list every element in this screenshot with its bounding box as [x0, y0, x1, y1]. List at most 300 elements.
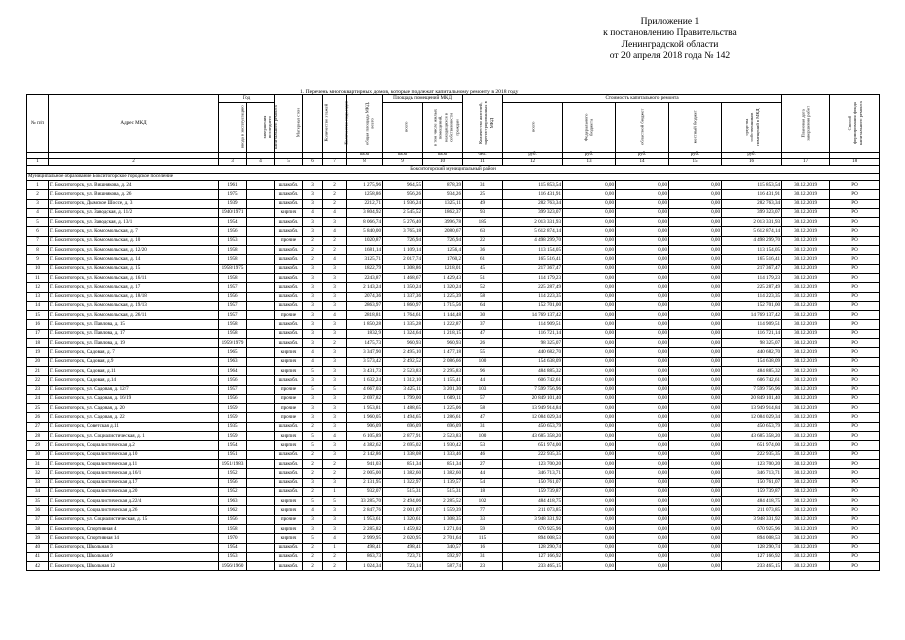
address-cell: Г. Бокситогорск, ул. Садовая, д. 16/19 [49, 394, 219, 403]
area-total-cell: 1 799,00 [383, 394, 423, 403]
address-cell: Г. Бокситогорск, Социалистическая д.17 [49, 478, 219, 487]
residents-cell: 77 [463, 506, 503, 515]
cost-local-cell: 0,00 [669, 218, 722, 227]
row-number-cell: 34 [27, 487, 49, 496]
floors-cell: 5 [303, 534, 323, 543]
planned-date-cell: 30.12.2019 [782, 413, 830, 422]
year-commission-cell: 1962 [219, 506, 247, 515]
entrances-cell: 4 [323, 534, 347, 543]
fund-method-cell: РО [830, 441, 880, 450]
year-last-repair-cell [247, 404, 275, 413]
wall-material-cell: шлакобл. [275, 264, 303, 273]
year-commission-cell: 1958 [219, 246, 247, 255]
cost-total-cell: 225 287,49 [503, 283, 563, 292]
residents-cell: 53 [463, 441, 503, 450]
wall-material-cell: прочие [275, 515, 303, 524]
total-area-cell: 906,09 [347, 422, 383, 431]
row-number-cell: 24 [27, 394, 49, 403]
fund-method-cell: РО [830, 524, 880, 533]
year-last-repair-cell [247, 357, 275, 366]
cost-total-cell: 5 612 874,14 [503, 227, 563, 236]
address-cell: Г. Бокситогорск, ул. Комсомольская, д. 7 [49, 227, 219, 236]
cost-regional-cell: 0,00 [616, 255, 669, 264]
cost-federal-cell: 0,00 [563, 534, 616, 543]
cost-regional-cell: 0,00 [616, 366, 669, 375]
column-number-cell: 15 [669, 159, 722, 166]
planned-date-cell: 30.12.2019 [782, 524, 830, 533]
cost-total-cell: 13 949 914,84 [503, 404, 563, 413]
planned-date-cell: 30.12.2019 [782, 376, 830, 385]
year-commission-cell: 1958 [219, 255, 247, 264]
cost-local-cell: 0,00 [669, 478, 722, 487]
year-last-repair-cell [247, 432, 275, 441]
address-cell: Г. Бокситогорск, Садовая, д.9 [49, 357, 219, 366]
cost-owners-cell: 484 885,32 [722, 366, 782, 375]
wall-material-cell: кирпич [275, 441, 303, 450]
unit-cell: руб. [616, 153, 669, 159]
area-total-cell: 1 335,28 [383, 320, 423, 329]
column-number-cell: 14 [616, 159, 669, 166]
area-residential-cell: 1 139,57 [423, 478, 463, 487]
area-total-cell: 723,71 [383, 552, 423, 561]
cost-federal-cell: 0,00 [563, 487, 616, 496]
year-commission-cell: 1958/1975 [219, 264, 247, 273]
year-last-repair-cell [247, 255, 275, 264]
year-last-repair-cell [247, 394, 275, 403]
total-area-cell: 2 143,24 [347, 283, 383, 292]
entrances-cell: 3 [323, 506, 347, 515]
floors-cell: 5 [303, 497, 323, 506]
residents-cell: 31 [463, 181, 503, 190]
floors-cell: 3 [303, 181, 323, 190]
area-residential-cell: 1218,01 [423, 264, 463, 273]
cost-owners-cell: 670 925,96 [722, 524, 782, 533]
cost-total-cell: 2 013 331,93 [503, 218, 563, 227]
residents-cell: 45 [463, 264, 503, 273]
address-cell: Г. Бокситогорск, Школьная 12 [49, 562, 219, 571]
cost-total-cell: 123 700,20 [503, 459, 563, 468]
cost-local-cell: 0,00 [669, 255, 722, 264]
fund-method-cell: РО [830, 543, 880, 552]
year-last-repair-cell [247, 441, 275, 450]
floors-cell: 3 [303, 404, 323, 413]
cost-owners-cell: 98 325,07 [722, 339, 782, 348]
floors-cell: 3 [303, 524, 323, 533]
wall-material-cell: кирпич [275, 506, 303, 515]
wall-material-cell: кирпич [275, 497, 303, 506]
table-row [27, 422, 880, 431]
floors-cell: 3 [303, 218, 323, 227]
area-total-cell: 2 523,83 [383, 366, 423, 375]
total-area-cell: 863,73 [347, 552, 383, 561]
entrances-cell: 3 [323, 524, 347, 533]
entrances-cell: 3 [323, 441, 347, 450]
cost-local-cell: 0,00 [669, 208, 722, 217]
wall-material-cell: шлакобл. [275, 218, 303, 227]
area-total-cell: 2 545,52 [383, 208, 423, 217]
area-residential-cell: 587,74 [423, 562, 463, 571]
year-last-repair-cell [247, 413, 275, 422]
wall-material-cell: шлакобл. [275, 301, 303, 310]
cost-owners-cell: 150 761,07 [722, 478, 782, 487]
entrances-cell: 3 [323, 320, 347, 329]
row-number-cell: 19 [27, 348, 49, 357]
header-wall-material: Материал стен [275, 95, 303, 153]
year-last-repair-cell [247, 478, 275, 487]
year-last-repair-cell [247, 487, 275, 496]
cost-owners-cell: 116 431,91 [722, 190, 782, 199]
planned-date-cell: 30.12.2019 [782, 273, 830, 282]
total-area-cell: 6 105,89 [347, 432, 383, 441]
cost-owners-cell: 113 154,05 [722, 246, 782, 255]
cost-local-cell: 0,00 [669, 394, 722, 403]
wall-material-cell: шлакобл. [275, 199, 303, 208]
header-cost-federal: Федерального бюджета [563, 103, 616, 153]
cost-regional-cell: 0,00 [616, 301, 669, 310]
area-residential-cell: 1 286,61 [423, 413, 463, 422]
address-cell: Г. Бокситогорск, ул. Социалистическая, д. 1 [49, 432, 219, 441]
unit-cell: руб. [722, 153, 782, 159]
area-total-cell: 498,41 [383, 543, 423, 552]
residents-cell: 57 [463, 394, 503, 403]
column-number-cell: 8 [347, 159, 383, 166]
total-area-cell: 1 632,24 [347, 376, 383, 385]
total-area-cell: 3 347,90 [347, 348, 383, 357]
area-total-cell: 1 338,08 [383, 450, 423, 459]
floors-cell: 4 [303, 348, 323, 357]
floors-cell: 2 [303, 543, 323, 552]
row-number-cell: 9 [27, 255, 49, 264]
cost-regional-cell: 0,00 [616, 357, 669, 366]
table-row [27, 301, 880, 310]
table-row [27, 273, 880, 282]
cost-regional-cell: 0,00 [616, 348, 669, 357]
cost-total-cell: 154 638,09 [503, 357, 563, 366]
cost-federal-cell: 0,00 [563, 450, 616, 459]
floors-cell: 5 [303, 385, 323, 394]
cost-local-cell: 0,00 [669, 376, 722, 385]
cost-federal-cell: 0,00 [563, 292, 616, 301]
entrances-cell: 2 [323, 199, 347, 208]
fund-method-cell: РО [830, 552, 880, 561]
wall-material-cell: шлакобл. [275, 227, 303, 236]
floors-cell: 3 [303, 339, 323, 348]
cost-local-cell: 0,00 [669, 524, 722, 533]
year-last-repair-cell [247, 292, 275, 301]
year-commission-cell: 1963 [219, 357, 247, 366]
year-commission-cell: 1953 [219, 552, 247, 561]
address-cell: Г. Бокситогорск, ул. Комсомольская, д. 26/11 [49, 311, 219, 320]
year-commission-cell: 1935 [219, 422, 247, 431]
residents-cell: 54 [463, 478, 503, 487]
column-number-cell: 16 [722, 159, 782, 166]
table-row [27, 320, 880, 329]
wall-material-cell: шлакобл. [275, 329, 303, 338]
table-row [27, 255, 880, 264]
cost-regional-cell: 0,00 [616, 190, 669, 199]
cost-regional-cell: 0,00 [616, 524, 669, 533]
cost-total-cell: 116 431,91 [503, 190, 563, 199]
cost-local-cell: 0,00 [669, 469, 722, 478]
cost-owners-cell: 152 701,00 [722, 301, 782, 310]
fund-method-cell: РО [830, 366, 880, 375]
cost-regional-cell: 0,00 [616, 459, 669, 468]
fund-method-cell: РО [830, 478, 880, 487]
fund-method-cell: РО [830, 562, 880, 571]
entrances-cell: 3 [323, 283, 347, 292]
fund-method-cell: РО [830, 218, 880, 227]
area-total-cell: 2 494,06 [383, 497, 423, 506]
area-total-cell: 1 109,14 [383, 246, 423, 255]
fund-method-cell: РО [830, 357, 880, 366]
planned-date-cell: 30.12.2019 [782, 311, 830, 320]
year-last-repair-cell [247, 524, 275, 533]
entrances-cell: 3 [323, 366, 347, 375]
fund-method-cell: РО [830, 422, 880, 431]
area-residential-cell: 1 715,56 [423, 301, 463, 310]
entrances-cell: 3 [323, 422, 347, 431]
area-residential-cell: 2 701,64 [423, 534, 463, 543]
row-number-cell: 3 [27, 199, 49, 208]
cost-owners-cell: 127 166,92 [722, 552, 782, 561]
cost-owners-cell: 2 013 331,93 [722, 218, 782, 227]
area-total-cell: 1 860,97 [383, 301, 423, 310]
cost-regional-cell: 0,00 [616, 487, 669, 496]
total-area-cell: 1832,9 [347, 329, 383, 338]
year-commission-cell: 1957 [219, 283, 247, 292]
residents-cell: 23 [463, 562, 503, 571]
cost-regional-cell: 0,00 [616, 552, 669, 561]
planned-date-cell: 30.12.2019 [782, 543, 830, 552]
area-residential-cell: 1 429,43 [423, 273, 463, 282]
column-number-cell: 6 [303, 159, 323, 166]
table-row [27, 264, 880, 273]
entrances-cell: 3 [323, 478, 347, 487]
address-cell: Г. Бокситогорск, Школьная 9 [49, 552, 219, 561]
column-number-cell: 4 [247, 159, 275, 166]
total-area-cell: 2863,97 [347, 301, 383, 310]
cost-regional-cell: 0,00 [616, 450, 669, 459]
area-total-cell: 1 312,10 [383, 376, 423, 385]
cost-regional-cell: 0,00 [616, 543, 669, 552]
year-last-repair-cell [247, 199, 275, 208]
total-area-cell: 3 431,73 [347, 366, 383, 375]
cost-total-cell: 150 761,07 [503, 478, 563, 487]
address-cell: Г. Бокситогорск, ул. Комсомольская, д. 19/13 [49, 301, 219, 310]
wall-material-cell: шлакобл. [275, 246, 303, 255]
area-total-cell: 515,31 [383, 487, 423, 496]
cost-federal-cell: 0,00 [563, 181, 616, 190]
cost-total-cell: 159 739,87 [503, 487, 563, 496]
cost-total-cell: 282 763,34 [503, 199, 563, 208]
entrances-cell: 3 [323, 348, 347, 357]
planned-date-cell: 30.12.2019 [782, 292, 830, 301]
cost-federal-cell: 0,00 [563, 506, 616, 515]
wall-material-cell: шлакобл. [275, 562, 303, 571]
residents-cell: 37 [463, 320, 503, 329]
fund-method-cell: РО [830, 487, 880, 496]
cost-total-cell: 43 685 358,20 [503, 432, 563, 441]
cost-total-cell: 894 008,53 [503, 534, 563, 543]
total-area-cell: 2 697,82 [347, 394, 383, 403]
floors-cell: 5 [303, 366, 323, 375]
cost-local-cell: 0,00 [669, 543, 722, 552]
wall-material-cell: шлакобл. [275, 292, 303, 301]
column-number-row [27, 159, 880, 166]
residents-cell: 58 [463, 404, 503, 413]
cost-total-cell: 114 909,51 [503, 320, 563, 329]
unit-cell: кв.м [383, 153, 423, 159]
header-address: Адрес МКД [49, 95, 219, 153]
year-last-repair-cell [247, 181, 275, 190]
cost-owners-cell: 233 465,15 [722, 562, 782, 571]
cost-total-cell: 7 599 756,96 [503, 385, 563, 394]
table-row [27, 208, 880, 217]
cost-regional-cell: 0,00 [616, 376, 669, 385]
cost-owners-cell: 346 713,71 [722, 469, 782, 478]
cost-owners-cell: 43 685 358,20 [722, 432, 782, 441]
table-row [27, 413, 880, 422]
planned-date-cell: 30.12.2019 [782, 190, 830, 199]
cost-owners-cell: 3 948 331,92 [722, 515, 782, 524]
area-residential-cell: 934,26 [423, 190, 463, 199]
cost-owners-cell: 12 084 029,34 [722, 413, 782, 422]
table-row [27, 218, 880, 227]
entrances-cell: 3 [323, 357, 347, 366]
year-commission-cell: 1953 [219, 236, 247, 245]
floors-cell: 2 [303, 459, 323, 468]
header-num: № п/п [27, 95, 49, 153]
fund-method-cell: РО [830, 236, 880, 245]
table-row [27, 339, 880, 348]
area-residential-cell: 960,93 [423, 339, 463, 348]
planned-date-cell: 30.12.2019 [782, 552, 830, 561]
floors-cell: 5 [303, 432, 323, 441]
year-commission-cell: 1956 [219, 394, 247, 403]
area-residential-cell: 1 271,04 [423, 524, 463, 533]
floors-cell: 3 [303, 301, 323, 310]
fund-method-cell: РО [830, 208, 880, 217]
header-cost-group: Стоимость капитального ремонта [503, 95, 782, 103]
residents-cell: 55 [463, 348, 503, 357]
total-area-cell: 1 953,81 [347, 404, 383, 413]
column-number-cell: 10 [423, 159, 463, 166]
unit-cell: руб. [563, 153, 616, 159]
area-total-cell: 1 936,24 [383, 199, 423, 208]
year-commission-cell: 1958 [219, 273, 247, 282]
cost-local-cell: 0,00 [669, 246, 722, 255]
entrances-cell: 3 [323, 413, 347, 422]
district-name: Бокситогорский муниципальный район [27, 166, 880, 174]
floors-cell: 2 [303, 487, 323, 496]
planned-date-cell: 30.12.2019 [782, 450, 830, 459]
wall-material-cell: кирпич [275, 534, 303, 543]
cost-regional-cell: 0,00 [616, 320, 669, 329]
column-number-cell: 11 [463, 159, 503, 166]
fund-method-cell: РО [830, 385, 880, 394]
total-area-cell: 941,03 [347, 459, 383, 468]
cost-local-cell: 0,00 [669, 441, 722, 450]
year-last-repair-cell [247, 218, 275, 227]
header-cost-total: всего [503, 103, 563, 153]
table-row [27, 366, 880, 375]
total-area-cell: 2074,36 [347, 292, 383, 301]
appendix-line: Приложение 1 [640, 16, 700, 27]
cost-owners-cell: 211 073,85 [722, 506, 782, 515]
total-area-cell: 1 024,34 [347, 562, 383, 571]
column-number-cell: 13 [563, 159, 616, 166]
floors-cell: 3 [303, 273, 323, 282]
floors-cell: 3 [303, 311, 323, 320]
column-number-cell: 1 [27, 159, 49, 166]
total-area-cell: 1 960,05 [347, 413, 383, 422]
column-number-cell: 9 [383, 159, 423, 166]
table-row [27, 432, 880, 441]
floors-cell: 3 [303, 329, 323, 338]
total-area-cell: 2 142,86 [347, 450, 383, 459]
residents-cell: 49 [463, 199, 503, 208]
row-number-cell: 13 [27, 292, 49, 301]
row-number-cell: 36 [27, 506, 49, 515]
area-total-cell: 5 276,40 [383, 218, 423, 227]
total-area-cell: 5 840,00 [347, 227, 383, 236]
cost-local-cell: 0,00 [669, 311, 722, 320]
area-total-cell: 1 350,24 [383, 283, 423, 292]
address-cell: Г. Бокситогорск, ул. Комсомольская, д. 14 [49, 255, 219, 264]
address-cell: Г. Бокситогорск, Социалистическая д.20 [49, 487, 219, 496]
fund-method-cell: РО [830, 413, 880, 422]
appendix-line: к постановлению Правительства [603, 27, 737, 39]
cost-federal-cell: 0,00 [563, 301, 616, 310]
table-row [27, 441, 880, 450]
cost-owners-cell: 399 323,07 [722, 208, 782, 217]
year-last-repair-cell [247, 311, 275, 320]
residents-cell: 185 [463, 218, 503, 227]
cost-regional-cell: 0,00 [616, 469, 669, 478]
wall-material-cell: шлакобл. [275, 459, 303, 468]
year-last-repair-cell [247, 497, 275, 506]
address-cell: Г. Бокситогорск, ул. Комсомольская, д. 17 [49, 283, 219, 292]
area-residential-cell: 1 333,46 [423, 450, 463, 459]
year-commission-cell: 1956 [219, 515, 247, 524]
floors-cell: 3 [303, 199, 323, 208]
cost-local-cell: 0,00 [669, 264, 722, 273]
area-total-cell: 1 459,82 [383, 524, 423, 533]
entrances-cell: 4 [323, 208, 347, 217]
cost-owners-cell: 5 612 874,14 [722, 227, 782, 236]
wall-material-cell: прочие [275, 404, 303, 413]
cost-total-cell: 233 465,15 [503, 562, 563, 571]
appendix-line: от 20 апреля 2018 года № 142 [609, 50, 731, 62]
residents-cell: 16 [463, 543, 503, 552]
planned-date-cell: 30.12.2019 [782, 329, 830, 338]
floors-cell: 3 [303, 394, 323, 403]
area-total-cell: 956,26 [383, 190, 423, 199]
area-residential-cell: 1 225,39 [423, 292, 463, 301]
wall-material-cell: кирпич [275, 208, 303, 217]
cost-federal-cell: 0,00 [563, 385, 616, 394]
residents-cell: 25 [463, 190, 503, 199]
cost-owners-cell: 116 721,14 [722, 329, 782, 338]
table-row [27, 404, 880, 413]
wall-material-cell: шлакобл. [275, 478, 303, 487]
fund-method-cell: РО [830, 311, 880, 320]
floors-cell: 3 [303, 264, 323, 273]
floors-cell: 3 [303, 376, 323, 385]
planned-date-cell: 30.12.2019 [782, 478, 830, 487]
floors-cell: 3 [303, 283, 323, 292]
cost-federal-cell: 0,00 [563, 376, 616, 385]
